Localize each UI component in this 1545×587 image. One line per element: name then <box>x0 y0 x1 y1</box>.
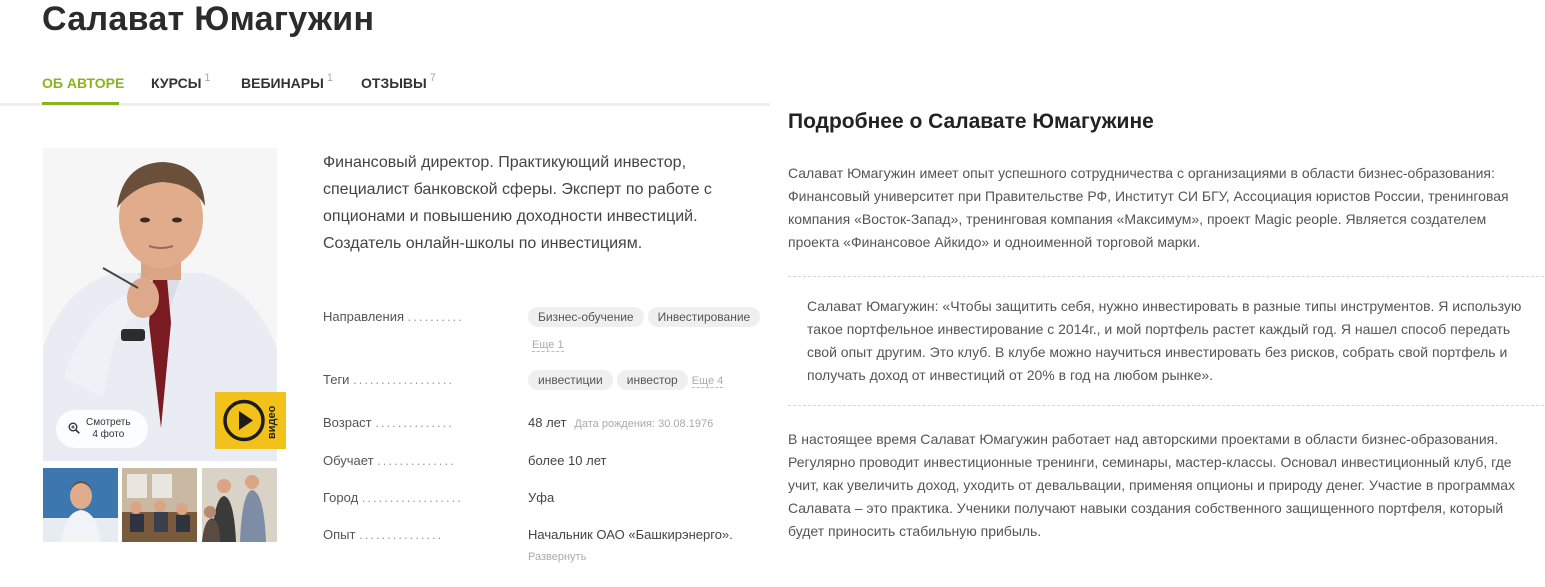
age-value: 48 лет <box>528 415 567 430</box>
view-photos-label <box>86 417 131 441</box>
teaching-value: более 10 лет <box>528 453 607 468</box>
dots-separator: .............. <box>377 453 456 468</box>
author-tabs <box>0 60 770 106</box>
view-photos-label-line2: 4 фото <box>92 429 125 440</box>
tab-reviews[interactable] <box>361 72 436 91</box>
about-paragraph-1: Салават Юмагужин имеет опыт успешного сотрудничества с организациями в области бизнес-образования: Финансовый университет при Правительстве РФ, Институт СИ БГУ, Ассоциация юристов России, тренинговая компания «Восток-Запад», тренинговая компания «Максимум», проект Magic people. Является создателем проекта «Финансовое Айкидо» и одноименной торговой марки. <box>788 165 1509 250</box>
zoom-icon <box>68 422 80 437</box>
active-tab-indicator <box>42 102 119 105</box>
tab-webinars[interactable] <box>241 72 333 91</box>
experience-value: Начальник ОАО «Башкирэнерго». <box>528 527 733 542</box>
view-photos-button[interactable] <box>56 410 148 448</box>
view-photos-label-line1: Смотреть <box>86 417 131 428</box>
directions-row <box>323 309 751 324</box>
about-paragraph-2: В настоящее время Салават Юмагужин работает над авторскими проектами в области бизнес-образования. Регулярно проводит инвестиционные тренинги, семинары, мастер-классы. Основал инвестиционный клуб, где учит, как увеличить доход, уходить от девальвации, применяя опционы и природу денег. Участие в программах Салавата – это практика. Ученики получают навыки создания собственного защищенного портфеля, который будет приносить стабильную прибыль. <box>788 431 1516 539</box>
teaching-row <box>323 453 607 468</box>
thumbnail-image <box>202 468 277 542</box>
experience-label: Опыт <box>323 527 356 542</box>
play-icon <box>219 392 271 449</box>
age-label: Возраст <box>323 415 372 430</box>
tab-about-label: ОБ АВТОРЕ <box>42 75 125 91</box>
video-label: видео <box>266 405 278 439</box>
directions-label: Направления <box>323 309 405 324</box>
dots-separator: .................. <box>353 372 455 387</box>
photo-thumbnail[interactable] <box>122 468 197 542</box>
experience-row <box>323 527 733 542</box>
direction-pill[interactable]: Бизнес-обучение <box>528 307 644 327</box>
directions-more-row <box>532 336 564 351</box>
age-row <box>323 415 714 430</box>
tab-webinars-label: ВЕБИНАРЫ <box>241 75 324 91</box>
tab-courses-count: 1 <box>204 72 211 84</box>
directions-more-link[interactable]: Еще 1 <box>532 339 564 351</box>
teaching-label: Обучает <box>323 453 374 468</box>
tab-webinars-count: 1 <box>326 72 333 84</box>
tag-pill[interactable]: инвестиции <box>528 370 613 390</box>
about-quote: Салават Юмагужин: «Чтобы защитить себя, нужно инвестировать в разные типы инструментов. Я использую такое портфельное инвестирование с 2014г., и мой портфель растет каждый год. Я нашел способ передать свой опыт другим. Это клуб. В клубе можно научиться инвестировать без рисков, собрать свой портфель и получать доход от инвестиций от 20% в год на любом рынке». <box>807 298 1522 383</box>
dots-separator: .............. <box>375 415 454 430</box>
dots-separator: .................. <box>361 490 463 505</box>
tab-reviews-label: ОТЗЫВЫ <box>361 75 427 91</box>
dots-separator: .......... <box>407 309 464 324</box>
tags-label: Теги <box>323 372 350 387</box>
direction-pill[interactable]: Инвестирование <box>648 307 761 327</box>
directions-value <box>528 307 764 327</box>
tab-about[interactable] <box>42 75 124 91</box>
photo-thumbnails <box>43 468 277 542</box>
expand-row <box>528 548 586 563</box>
tags-value <box>528 370 723 390</box>
thumbnail-image <box>122 468 197 542</box>
photo-thumbnail[interactable] <box>43 468 118 542</box>
tab-courses[interactable] <box>151 72 211 91</box>
tab-reviews-count: 7 <box>429 72 436 84</box>
dots-separator: ............... <box>359 527 444 542</box>
author-lead: Финансовый директор. Практикующий инвестор, специалист банковской сферы. Эксперт по работе с опционами и повышению доходности инвестиций. Создатель онлайн-школы по инвестициям. <box>323 154 712 252</box>
divider <box>788 405 1544 406</box>
photo-thumbnail[interactable] <box>202 468 277 542</box>
about-heading: Подробнее о Салавате Юмагужине <box>788 110 1154 133</box>
age-value-wrap <box>528 415 713 430</box>
page-title: Салават Юмагужин <box>42 0 375 38</box>
tags-row <box>323 372 724 387</box>
divider <box>788 276 1544 277</box>
city-row <box>323 490 555 505</box>
city-value: Уфа <box>528 490 555 505</box>
expand-link[interactable]: Развернуть <box>528 551 587 563</box>
tab-courses-label: КУРСЫ <box>151 75 202 91</box>
tag-pill[interactable]: инвестор <box>617 370 688 390</box>
thumbnail-image <box>43 468 118 542</box>
tags-more-link[interactable]: Еще 4 <box>691 375 724 387</box>
birth-date-note: Дата рождения: 30.08.1976 <box>574 418 714 430</box>
video-button[interactable] <box>215 392 286 449</box>
city-label: Город <box>323 490 359 505</box>
